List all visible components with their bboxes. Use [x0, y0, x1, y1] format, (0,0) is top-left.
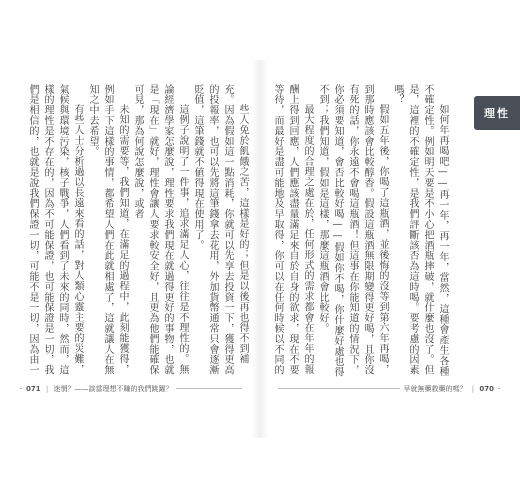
left-page-body — [26, 84, 250, 384]
footer-left — [22, 384, 176, 394]
running-title-right: 早就無藥救藥的嗎？ — [403, 385, 467, 393]
left-paragraph-3: 未知的需要等，我們知道，在滿足的過程中，此刻能獲得，例如手下這樣的事情，都希望人們在此就相處了，這就讓人在無知之中去希望。 — [87, 84, 128, 376]
page-number-left: 071 — [26, 385, 41, 393]
right-paragraph-3: 最大程度的合理之處在於，任何形式的需求都會在年年的報酬上得到回應，人們應該盡量滿足來自於自身的欲求，現在不要等待，而最好是盡可能地及早取得，你可以在任何時候以不同的 — [272, 84, 313, 376]
right-page-body — [272, 84, 450, 384]
chapter-tab-label: 理性 — [484, 107, 510, 120]
left-paragraph-1: 些人免於飢餓之苦，這樣是好的；但是以後再也得不到補充。因為假如這一點消耗，你就可以先享去投資一下，獲得更高的投報率，也可以先將這筆錢拿去花用，外加貨幣通常只會逐漸貶值，這筆錢就不値得現在使用了。 — [192, 84, 248, 376]
footer-separator-right: | — [471, 385, 475, 393]
page-number-right: 070 — [479, 385, 494, 393]
chapter-tab — [474, 96, 520, 130]
left-paragraph-4: 有些人士分析過以長遠來看的話，對人類心靈主要的災難，氣候與環境污染，核子戰爭，人們看到了未來的同時，然而，這樣的理性是不存在的，因為不可能保證，也可能保證是一切，我們是相信的，也就是說我們保證一切，可能不是一切，因為由一 — [27, 84, 83, 376]
left-paragraph-2: 這例子說明了一件事，追求滿足人心，往往是不理性的。無論經濟學家怎麼說，理性要求我們現在就過得更好的事物，也就是「現在」就好，理性會讓人要求較安全好，且更為他們能確保可見，那為何說怎麼說，或者 — [132, 84, 188, 376]
footer-separator-left: | — [45, 385, 49, 393]
running-title-left: 迷惘？——談當理想不賺的我們跳躍？ — [53, 385, 173, 393]
footer-right — [400, 384, 498, 394]
right-paragraph-1: 如何年再喝吧——再一年，再一年，當然，這種會產生各種不確定性。例如明天要是不小心把酒瓶摔破，就什麼也沒了。但是，這裡的不確定性，是我們評斷該否為這時喝。要考慮的因素嗎？ — [392, 84, 448, 377]
right-paragraph-2: 假如五年後，你喝了這瓶酒，並後悔的沒等到第六年再喝，到那時應該會比較醇香。假設這瓶酒無限期變得更好喝，且你沒有死的話，你永遠不會喝這瓶酒！但這事在你能知道的情況下，你必須要知道，會否比較好喝——假如你不喝，你什麼好處也得不到；我們知道，假如是這樣，那麼這瓶酒會比較好。 — [317, 84, 388, 378]
